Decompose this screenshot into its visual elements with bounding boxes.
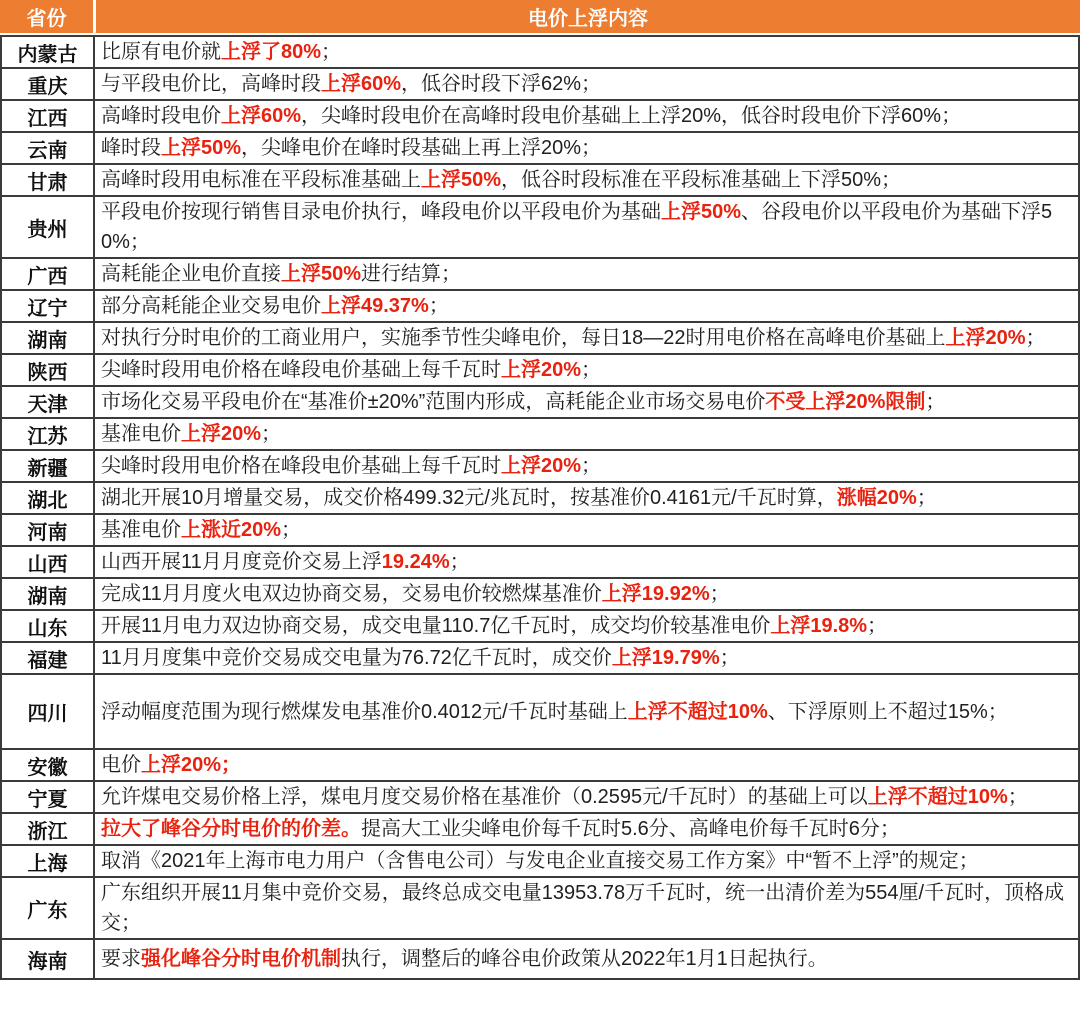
- highlighted-segment: 上浮了80%: [221, 41, 322, 63]
- content-segment: 执行，调整后的峰谷电价政策从2022年1月1日起执行。: [341, 948, 828, 970]
- province-cell: 湖北: [2, 483, 95, 513]
- table-row: [2, 99, 1078, 131]
- content-text: [101, 165, 901, 195]
- content-segment: 与平段电价比，高峰时段: [101, 73, 321, 95]
- table-row: [2, 481, 1078, 513]
- highlighted-segment: 涨幅20%: [836, 487, 917, 509]
- content-segment: 允许煤电交易价格上浮，煤电月度交易价格在基准价（0.2595元/千瓦时）的基础上可以: [101, 786, 868, 808]
- content-segment: ，低谷时段标准在平段标准基础上下浮50%；: [501, 169, 902, 191]
- content-segment: 、下浮原则上不超过15%；: [767, 700, 1008, 723]
- content-cell: [95, 69, 1078, 99]
- content-cell: [95, 547, 1078, 577]
- content-text: [101, 419, 281, 449]
- content-segment: 、谷段电价以平段电价为基础下浮50%；: [101, 201, 1053, 253]
- content-cell: [95, 878, 1078, 938]
- table-row: [2, 748, 1078, 780]
- highlighted-segment: 上浮19.92%: [601, 583, 710, 605]
- content-text: [101, 451, 601, 481]
- content-segment: 完成11月月度火电双边协商交易，交易电价较燃煤基准价: [101, 583, 602, 605]
- table-row: [2, 673, 1078, 748]
- content-text: [101, 197, 1070, 257]
- content-cell: [95, 483, 1078, 513]
- content-text: [101, 697, 1008, 727]
- highlighted-segment: 上涨近20%: [181, 519, 282, 541]
- content-segment: 高峰时段电价: [101, 105, 221, 127]
- highlighted-segment: 拉大了峰谷分时电价的价差。: [101, 818, 361, 840]
- content-cell: [95, 355, 1078, 385]
- content-segment: 基准电价: [101, 519, 181, 541]
- highlighted-segment: 上浮20%: [501, 359, 582, 381]
- table-row: [2, 35, 1078, 67]
- content-text: [101, 69, 601, 99]
- table-row: [2, 417, 1078, 449]
- content-cell: [95, 611, 1078, 641]
- content-text: [101, 878, 1070, 938]
- province-cell: 福建: [2, 643, 95, 673]
- table-row: [2, 131, 1078, 163]
- content-segment: 平段电价按现行销售目录电价执行，峰段电价以平段电价为基础: [101, 201, 661, 223]
- highlighted-segment: 上浮19.79%: [611, 647, 720, 669]
- highlighted-segment: 上浮20%: [181, 423, 262, 445]
- content-text: [101, 846, 979, 876]
- table-row: [2, 195, 1078, 257]
- highlighted-segment: 上浮50%: [161, 137, 242, 159]
- content-cell: [95, 675, 1078, 748]
- province-cell: 甘肃: [2, 165, 95, 195]
- table-row: [2, 321, 1078, 353]
- content-cell: [95, 814, 1078, 844]
- province-cell: 山西: [2, 547, 95, 577]
- table-row: [2, 257, 1078, 289]
- header-province: 省份: [0, 0, 93, 33]
- content-cell: [95, 940, 1078, 978]
- content-text: [101, 483, 937, 513]
- content-segment: 11月月度集中竞价交易成交电量为76.72亿千瓦时，成交价: [101, 647, 612, 669]
- content-segment: 部分高耗能企业交易电价: [101, 295, 321, 317]
- province-cell: 天津: [2, 387, 95, 417]
- highlighted-segment: 强化峰谷分时电价机制: [141, 948, 341, 970]
- province-cell: 广东: [2, 878, 95, 938]
- table-row: [2, 449, 1078, 481]
- content-segment: 取消《2021年上海市电力用户（含售电公司）与发电企业直接交易工作方案》中“暂不上浮”的规定；: [101, 850, 979, 872]
- table-row: [2, 545, 1078, 577]
- table-row: [2, 609, 1078, 641]
- content-segment: ；: [281, 519, 302, 541]
- content-segment: ；: [428, 295, 449, 317]
- table-row: [2, 876, 1078, 938]
- table-row: [2, 844, 1078, 876]
- highlighted-segment: 上浮50%: [661, 201, 742, 223]
- content-segment: ；: [449, 551, 470, 573]
- content-cell: [95, 643, 1078, 673]
- highlighted-segment: 上浮20%: [945, 327, 1026, 349]
- province-cell: 陕西: [2, 355, 95, 385]
- content-segment: 高峰时段用电标准在平段标准基础上: [101, 169, 421, 191]
- content-text: [101, 323, 1046, 353]
- highlighted-segment: 不受上浮20%限制: [765, 391, 926, 413]
- content-segment: 对执行分时电价的工商业用户，实施季节性尖峰电价，每日18—22时用电价格在高峰电价基础上: [101, 327, 946, 349]
- content-segment: ；: [719, 647, 740, 669]
- content-text: [101, 643, 740, 673]
- table-row: [2, 289, 1078, 321]
- content-text: [101, 133, 601, 163]
- content-segment: ，尖峰电价在峰时段基础上再上浮20%；: [241, 137, 602, 159]
- province-cell: 内蒙古: [2, 37, 95, 67]
- content-segment: 基准电价: [101, 423, 181, 445]
- content-segment: ，尖峰时段电价在高峰时段电价基础上上浮20%，低谷时段电价下浮60%；: [301, 105, 962, 127]
- content-segment: ；: [261, 423, 282, 445]
- content-cell: [95, 323, 1078, 353]
- content-segment: 电价: [101, 754, 141, 776]
- highlighted-segment: 上浮60%: [221, 105, 302, 127]
- content-text: [101, 611, 887, 641]
- province-cell: 山东: [2, 611, 95, 641]
- content-segment: ；: [925, 391, 946, 413]
- content-text: [101, 355, 601, 385]
- content-segment: 开展11月电力双边协商交易，成交电量110.7亿千瓦时，成交均价较基准电价: [101, 615, 771, 637]
- province-cell: 贵州: [2, 197, 95, 257]
- content-segment: 峰时段: [101, 137, 161, 159]
- content-text: [101, 782, 1028, 812]
- highlighted-segment: 上浮50%: [421, 169, 502, 191]
- content-cell: [95, 133, 1078, 163]
- content-cell: [95, 387, 1078, 417]
- content-segment: 高耗能企业电价直接: [101, 263, 281, 285]
- content-segment: 比原有电价就: [101, 41, 221, 63]
- content-cell: [95, 750, 1078, 780]
- content-segment: 湖北开展10月增量交易，成交价格499.32元/兆瓦时，按基准价0.4161元/千瓦时算，: [101, 487, 837, 509]
- table-row: [2, 353, 1078, 385]
- content-cell: [95, 579, 1078, 609]
- content-cell: [95, 846, 1078, 876]
- content-text: [101, 944, 828, 974]
- table-row: [2, 641, 1078, 673]
- content-segment: 山西开展11月月度竞价交易上浮: [101, 551, 382, 573]
- highlighted-segment: 上浮不超过10%: [627, 700, 768, 723]
- header-content: 电价上浮内容: [96, 0, 1080, 33]
- table-row: [2, 513, 1078, 545]
- content-cell: [95, 419, 1078, 449]
- province-cell: 海南: [2, 940, 95, 978]
- content-text: [101, 37, 341, 67]
- province-cell: 宁夏: [2, 782, 95, 812]
- content-segment: ；: [581, 455, 602, 477]
- content-segment: ；: [321, 41, 342, 63]
- province-cell: 江西: [2, 101, 95, 131]
- content-segment: ；: [916, 487, 937, 509]
- content-segment: ；: [709, 583, 730, 605]
- content-cell: [95, 451, 1078, 481]
- province-cell: 上海: [2, 846, 95, 876]
- content-cell: [95, 101, 1078, 131]
- content-segment: 尖峰时段用电价格在峰段电价基础上每千瓦时: [101, 455, 501, 477]
- content-segment: ，低谷时段下浮62%；: [401, 73, 602, 95]
- highlighted-segment: 上浮50%: [281, 263, 362, 285]
- content-segment: 广东组织开展11月集中竞价交易，最终总成交电量13953.78万千瓦时，统一出清价差为554厘/千瓦时，顶格成交；: [101, 882, 1065, 934]
- table-row: [2, 163, 1078, 195]
- highlighted-segment: 19.24%: [381, 551, 450, 573]
- content-segment: 进行结算；: [361, 263, 462, 285]
- content-text: [101, 814, 900, 844]
- highlighted-segment: 上浮60%: [321, 73, 402, 95]
- table-body: [0, 35, 1080, 980]
- province-cell: 湖南: [2, 323, 95, 353]
- content-segment: 市场化交易平段电价在“基准价±20%”范围内形成，高耗能企业市场交易电价: [101, 391, 766, 413]
- province-cell: 云南: [2, 133, 95, 163]
- content-cell: [95, 782, 1078, 812]
- content-segment: ；: [1007, 786, 1028, 808]
- content-text: [101, 101, 961, 131]
- content-segment: 尖峰时段用电价格在峰段电价基础上每千瓦时: [101, 359, 501, 381]
- content-cell: [95, 291, 1078, 321]
- content-text: [101, 750, 241, 780]
- province-cell: 广西: [2, 259, 95, 289]
- content-segment: 提高大工业尖峰电价每千瓦时5.6分、高峰电价每千瓦时6分；: [361, 818, 900, 840]
- content-text: [101, 547, 470, 577]
- content-segment: 要求: [101, 948, 141, 970]
- province-cell: 江苏: [2, 419, 95, 449]
- content-text: [101, 579, 730, 609]
- province-cell: 河南: [2, 515, 95, 545]
- table-row: [2, 780, 1078, 812]
- content-segment: ；: [867, 615, 888, 637]
- highlighted-segment: 上浮19.8%: [770, 615, 868, 637]
- table-row: [2, 67, 1078, 99]
- content-cell: [95, 259, 1078, 289]
- province-cell: 安徽: [2, 750, 95, 780]
- table-row: [2, 385, 1078, 417]
- province-cell: 新疆: [2, 451, 95, 481]
- province-cell: 湖南: [2, 579, 95, 609]
- content-text: [101, 291, 449, 321]
- province-cell: 辽宁: [2, 291, 95, 321]
- content-text: [101, 515, 301, 545]
- highlighted-segment: 上浮49.37%: [321, 295, 429, 317]
- table-row: [2, 577, 1078, 609]
- highlighted-segment: 上浮20%；: [141, 754, 242, 776]
- content-segment: 浮动幅度范围为现行燃煤发电基准价0.4012元/千瓦时基础上: [101, 700, 628, 723]
- content-cell: [95, 197, 1078, 257]
- highlighted-segment: 上浮不超过10%: [867, 786, 1008, 808]
- table-row: [2, 812, 1078, 844]
- content-text: [101, 259, 461, 289]
- province-cell: 浙江: [2, 814, 95, 844]
- content-text: [101, 387, 945, 417]
- table-row: [2, 938, 1078, 978]
- content-segment: ；: [1025, 327, 1046, 349]
- content-segment: ；: [581, 359, 602, 381]
- table-header: [0, 0, 1080, 33]
- highlighted-segment: 上浮20%: [501, 455, 582, 477]
- content-cell: [95, 165, 1078, 195]
- province-cell: 重庆: [2, 69, 95, 99]
- content-cell: [95, 37, 1078, 67]
- province-cell: 四川: [2, 675, 95, 748]
- content-cell: [95, 515, 1078, 545]
